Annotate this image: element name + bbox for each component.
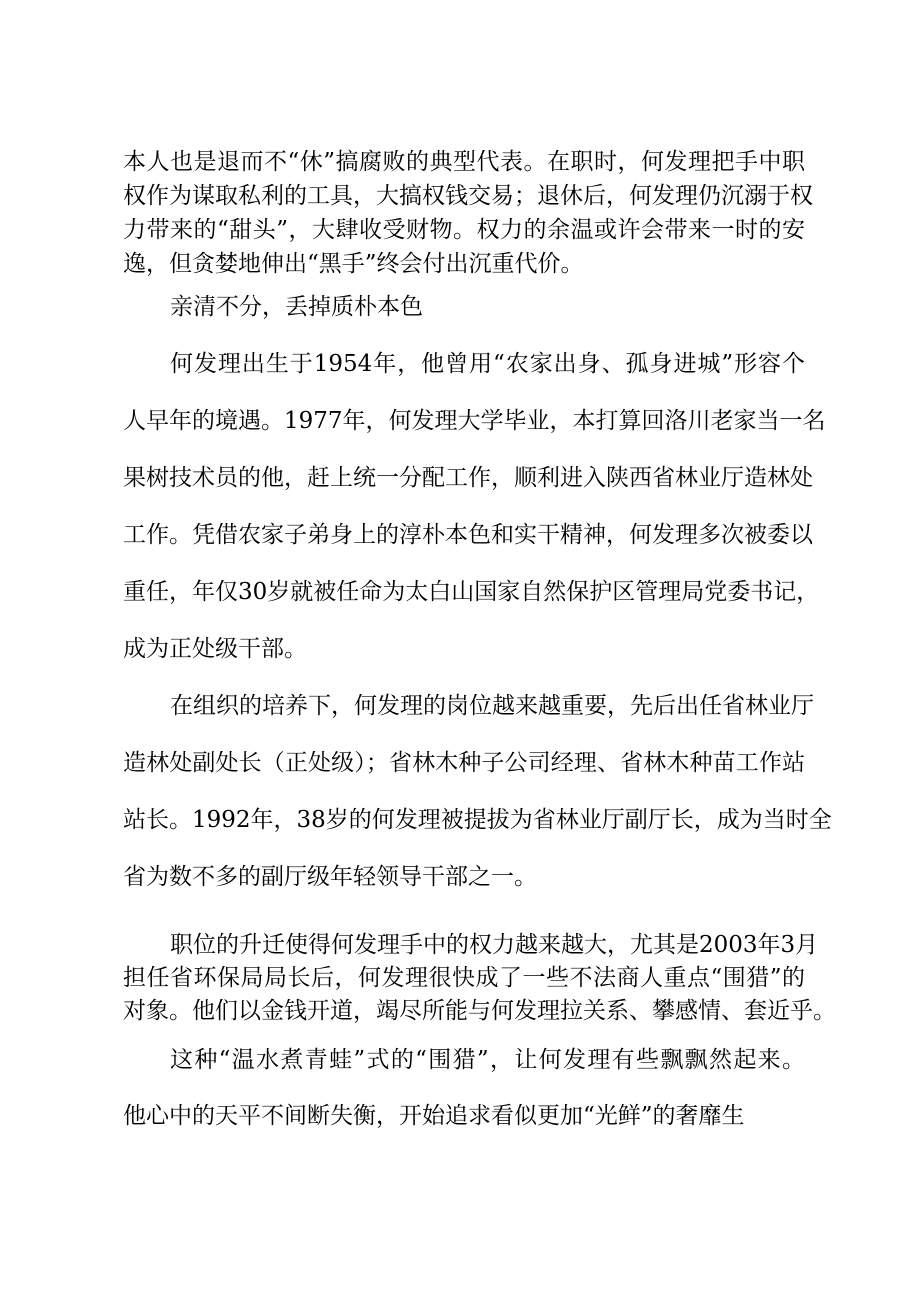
paragraph-line: 权作为谋取私利的工具，大搞权钱交易；退休后，何发理仍沉溺于权 — [123, 183, 813, 209]
paragraph-line: 他心中的天平不间断失衡，开始追求看似更加“光鲜”的奢靡生 — [123, 1103, 745, 1129]
paragraph-line: 省为数不多的副厅级年轻领导干部之一。 — [123, 864, 537, 890]
paragraph-line: 这种“温水煮青蛙”式的“围猎”，让何发理有些飘飘然起来。 — [170, 1047, 805, 1073]
paragraph-line: 人早年的境遇。1977年，何发理大学毕业，本打算回洛川老家当一名 — [123, 408, 826, 434]
paragraph-line: 站长。1992年，38岁的何发理被提拔为省林业厅副厅长，成为当时全 — [123, 807, 832, 833]
paragraph-line: 在组织的培养下，何发理的岗位越来越重要，先后出任省林业厅 — [170, 693, 814, 719]
paragraph-line: 逸，但贪婪地伸出“黑手”终会付出沉重代价。 — [123, 251, 584, 277]
paragraph-line: 何发理出生于1954年，他曾用“农家出身、孤身进城”形容个 — [170, 351, 805, 377]
paragraph-line: 职位的升迁使得何发理手中的权力越来越大，尤其是2003年3月 — [170, 932, 819, 958]
section-heading: 亲清不分，丢掉质朴本色 — [170, 294, 423, 320]
paragraph-line: 本人也是退而不“休”搞腐败的典型代表。在职时，何发理把手中职 — [123, 149, 805, 175]
paragraph-line: 担任省环保局局长后，何发理很快成了一些不法商人重点“围猎”的 — [123, 965, 805, 991]
paragraph-line: 果树技术员的他，赶上统一分配工作，顺利进入陕西省林业厅造林处 — [123, 465, 813, 491]
paragraph-line: 重任，年仅30岁就被任命为太白山国家自然保护区管理局党委书记， — [123, 579, 820, 605]
paragraph-line: 造林处副处长（正处级）；省林木种子公司经理、省林木种苗工作站 — [123, 750, 805, 776]
paragraph-line: 对象。他们以金钱开道，竭尽所能与何发理拉关系、攀感情、套近乎。 — [123, 998, 836, 1024]
paragraph-line: 工作。凭借农家子弟身上的淳朴本色和实干精神，何发理多次被委以 — [123, 522, 813, 548]
paragraph-line: 成为正处级干部。 — [123, 636, 307, 662]
paragraph-line: 力带来的“甜头”，大肆收受财物。权力的余温或许会带来一时的安 — [123, 217, 805, 243]
